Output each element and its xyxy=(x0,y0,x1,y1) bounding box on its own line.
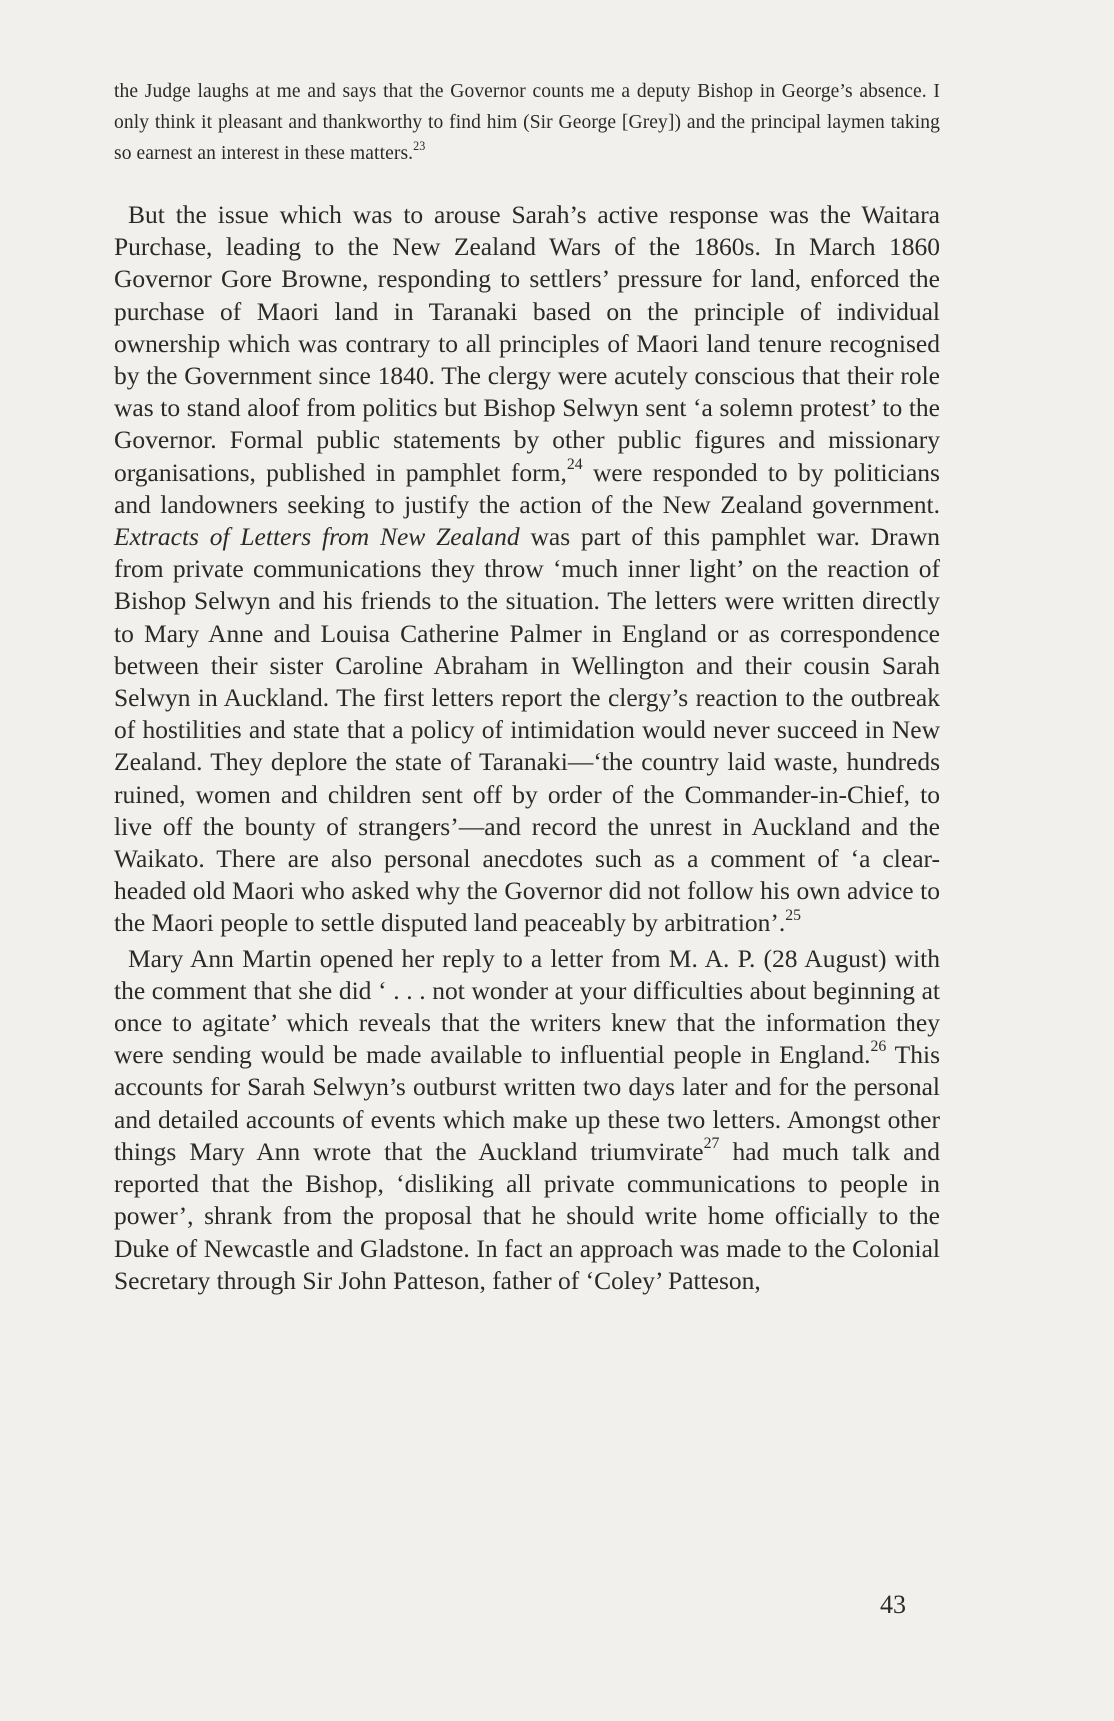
page-number: 43 xyxy=(880,1590,906,1619)
block-quote xyxy=(114,76,940,169)
footnote-ref-24: 24 xyxy=(566,455,583,473)
footnote-ref-23: 23 xyxy=(413,138,426,153)
page-body xyxy=(114,76,940,1297)
paragraph-mary-ann-martin xyxy=(114,943,940,1297)
paragraph-2-text-c: had much talk and reported that the Bishop, ‘disliking all private communications to people in power’, shrank from the proposal that he should write home officially to the Duke of Newcastle and Gladstone. In fact an approach was made to the Colonial Secretary through Sir John Patteson, father of ‘Coley’ Patteson, xyxy=(114,1136,941,1295)
paragraph-2-text-a: Mary Ann Martin opened her reply to a letter from M. A. P. (28 August) with the comment that she did ‘ . . . not wonder at your difficulties about beginning at once to agitate’ which reveals that the writers knew that the information they were sending would be made available to influential people in England. xyxy=(114,943,940,1070)
footnote-ref-27: 27 xyxy=(703,1135,720,1153)
quote-text: the Judge laughs at me and says that the Governor counts me a deputy Bishop in George’s absence. I only think it pleasant and thankworthy to find him (Sir George [Grey]) and the principal laymen taking so earnest an interest in these matters. xyxy=(114,81,940,164)
pamphlet-title: Extracts of Letters from New Zealand xyxy=(114,522,520,552)
paragraph-1-text-c: was part of this pamphlet war. Drawn from private communications they throw ‘much inner light’ on the reaction of Bishop Selwyn and his friends to the situation. The letters were written directly to Mary Anne and Louisa Catherine Palmer in England or as correspondence between their sister Caroline Abraham in Wellington and their cousin Sarah Selwyn in Auckland. The first letters report the clergy’s reaction to the outbreak of hostilities and state that a policy of intimidation would never succeed in New Zealand. They deplore the state of Taranaki—‘the country laid waste, hundreds ruined, women and children sent off by order of the Commander-in-Chief, to live off the bounty of strangers’—and record the unrest in Auckland and the Waikato. There are also personal anecdotes such as a comment of ‘a clear-headed old Maori who asked why the Governor did not follow his own advice to the Maori people to settle disputed land peaceably by arbitration’. xyxy=(114,522,940,938)
footnote-ref-26: 26 xyxy=(870,1038,887,1056)
footnote-ref-25: 25 xyxy=(785,906,802,924)
paragraph-waitara-purchase xyxy=(114,199,940,940)
paragraph-2-text-b: This accounts for Sarah Selwyn’s outburst written two days later and for the personal and detailed accounts of events which make up these two letters. Amongst other things Mary Ann wrote that the Auckland triumvirate xyxy=(114,1040,940,1166)
paragraph-1-text-b: were responded to by politicians and landowners seeking to justify the action of the New Zealand government. xyxy=(114,457,940,519)
paragraph-1-text-a: But the issue which was to arouse Sarah’s active response was the Waitara Purchase, leading to the New Zealand Wars of the 1860s. In March 1860 Governor Gore Browne, responding to settlers’ pressure for land, enforced the purchase of Maori land in Taranaki based on the principle of individual ownership which was contrary to all principles of Maori land tenure recognised by the Government since 1840. The clergy were acutely conscious that their role was to stand aloof from politics but Bishop Selwyn sent ‘a solemn protest’ to the Governor. Formal public statements by other public figures and missionary organisations, published in pamphlet form, xyxy=(114,200,940,487)
